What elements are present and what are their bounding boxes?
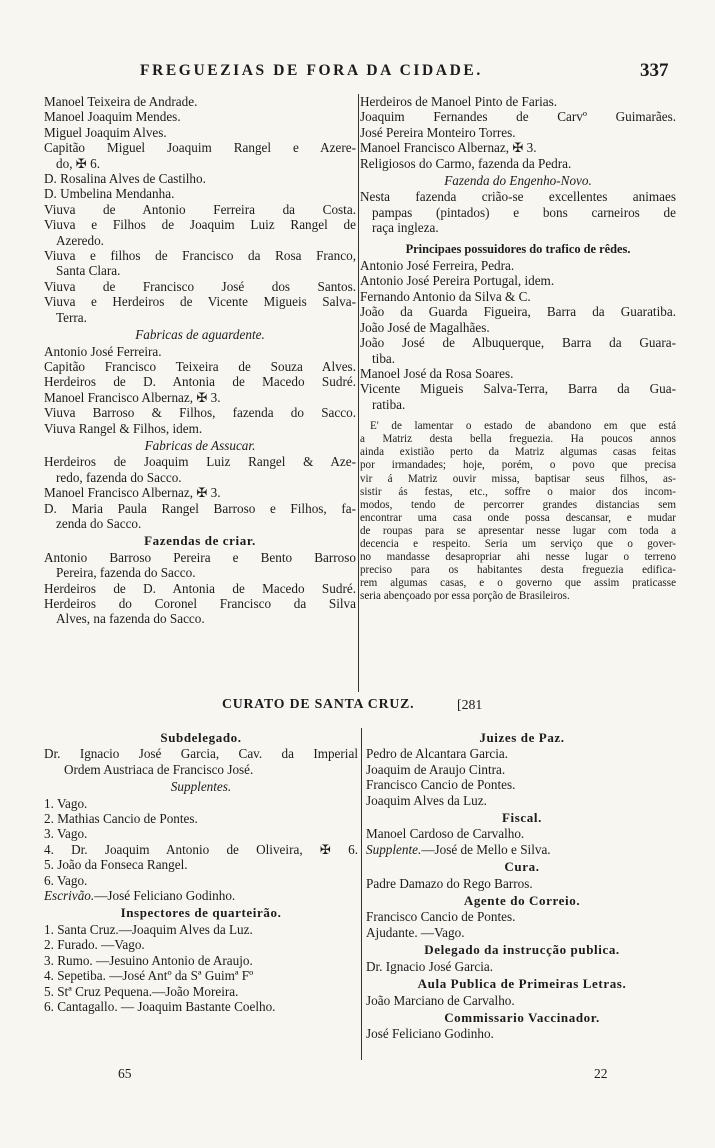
note-line: por irmandades; hoje, porém, o povo que precisa	[360, 459, 676, 472]
note-line: rem algumas casas, e o governo que assim praticasse	[360, 577, 676, 590]
note-line: seria abençoado por essa porção de Brasileiros.	[360, 590, 570, 603]
curato-title: CURATO DE SANTA CRUZ.	[222, 696, 415, 711]
list-item: 6. Vago.	[44, 872, 88, 888]
list-item: Herdeiros de D. Antonia de Macedo Sudré.	[44, 374, 356, 390]
note-line: vir á Matriz ouvir missa, baptisar seus filhos, as-	[360, 472, 676, 485]
curato-heading	[0, 696, 715, 718]
list-item: Manoel Francisco Albernaz, ✠ 3.	[44, 485, 221, 501]
list-item: Viuva e Herdeiros de Vicente Migueis Salva-	[44, 294, 356, 310]
supplente-name: —José de Mello e Silva.	[421, 841, 551, 857]
list-item: Herdeiros do Coronel Francisco da Silva	[44, 596, 356, 611]
supplente-label: Supplente.	[366, 841, 422, 857]
note-line: a Matriz desta bella freguezia. Ha poucos annos	[360, 433, 676, 446]
list-item: Viuva Barroso & Filhos, fazenda do Sacco.	[44, 405, 356, 421]
list-item: Herdeiros de Manoel Pinto de Farias.	[360, 94, 558, 109]
list-item: Viuva e Filhos de Joaquim Luiz Rangel de	[44, 217, 356, 233]
list-item: do, ✠ 6.	[56, 155, 101, 171]
list-item: Antonio Barroso Pereira e Bento Barroso	[44, 549, 356, 565]
list-item: Herdeiros de D. Antonia de Macedo Sudré.	[44, 580, 356, 596]
list-item: redo, fazenda do Sacco.	[56, 469, 182, 485]
list-item: 1. Vago.	[44, 795, 88, 811]
list-item: Ajudante. —Vago.	[366, 924, 465, 940]
section-heading: Principaes possuidores do trafico de rêdes.	[405, 241, 631, 256]
list-item: João Marciano de Carvalho.	[366, 992, 515, 1008]
list-item: 3. Rumo. —Jesuino Antonio de Araujo.	[44, 952, 253, 968]
list-item: pampas (pintados) e bons carneiros de	[372, 204, 676, 220]
right-column-top	[360, 94, 676, 603]
section-heading: Fabricas de Assucar.	[144, 437, 256, 453]
running-title: FREGUEZIAS DE FORA DA CIDADE.	[140, 62, 483, 79]
section-heading: Inspectores de quarteirão.	[120, 905, 282, 921]
list-item: Antonio José Ferreira.	[44, 343, 162, 359]
escrivao-label: Escrivão.	[44, 888, 95, 904]
list-item: Manoel Joaquim Mendes.	[44, 109, 181, 125]
list-item: Azeredo.	[56, 232, 104, 248]
escrivao-name: —José Feliciano Godinho.	[94, 888, 236, 904]
section-heading: Fabricas de aguardente.	[135, 327, 265, 343]
list-item: 1. Santa Cruz.—Joaquim Alves da Luz.	[44, 921, 253, 937]
column-rule-bottom	[361, 728, 362, 1060]
list-item: Francisco Cancio de Pontes.	[366, 777, 516, 793]
list-item: 3. Vago.	[44, 826, 88, 842]
list-item: Capitão Miguel Joaquim Rangel e Azere-	[44, 140, 356, 156]
signature-mark-left: 65	[118, 1066, 132, 1081]
section-heading: Agente do Correio.	[463, 893, 581, 909]
list-item: 2. Mathias Cancio de Pontes.	[44, 811, 198, 827]
left-column-top	[44, 94, 356, 627]
list-item: Antonio José Ferreira, Pedra.	[360, 258, 515, 274]
list-item: Padre Damazo do Rego Barros.	[366, 875, 533, 891]
left-column-bottom	[44, 728, 358, 1014]
list-item: Viuva de Antonio Ferreira da Costa.	[44, 201, 356, 217]
list-item: Fernando Antonio da Silva & C.	[360, 288, 531, 304]
list-item: Viuva Rangel & Filhos, idem.	[44, 420, 203, 436]
list-item: Santa Clara.	[56, 263, 121, 279]
list-item: 5. Stª Cruz Pequena.—João Moreira.	[44, 983, 239, 999]
section-heading: Commissario Vaccinador.	[444, 1009, 600, 1025]
list-item: ratiba.	[372, 396, 406, 412]
list-item: Religiosos do Carmo, fazenda da Pedra.	[360, 155, 572, 171]
list-item: D. Rosalina Alves de Castilho.	[44, 171, 206, 187]
list-item: tiba.	[372, 350, 396, 366]
fiscal-supplente-line	[366, 842, 678, 857]
section-heading: Subdelegado.	[160, 730, 242, 745]
note-line: decencia e respeito. Seria um serviço que o gover-	[360, 537, 676, 550]
list-item: D. Umbelina Mendanha.	[44, 186, 175, 202]
list-item: Viuva de Francisco José dos Santos.	[44, 278, 356, 294]
list-item: Manoel Cardoso de Carvalho.	[366, 826, 525, 842]
list-item: Manoel José da Rosa Soares.	[360, 365, 514, 381]
list-item: Manoel Teixeira de Andrade.	[44, 94, 198, 109]
list-item: D. Maria Paula Rangel Barroso e Filhos, fa-	[44, 500, 356, 516]
list-item: João da Guarda Figueira, Barra da Guaratiba.	[360, 304, 676, 320]
abandonment-note	[360, 420, 676, 603]
list-item: José Pereira Monteiro Torres.	[360, 124, 516, 140]
list-item: Antonio José Pereira Portugal, idem.	[360, 273, 555, 289]
note-line: encontrar uma casa onde possa descansar, e mudar	[360, 511, 676, 524]
list-item: 4. Sepetiba. —José Antº da Sª Guimª Fº	[44, 968, 254, 984]
note-line: modos, tendo de percorrer grandes distancias sem	[360, 498, 676, 511]
list-item: Vicente Migueis Salva-Terra, Barra da Gua-	[360, 381, 676, 397]
list-item: José Feliciano Godinho.	[366, 1026, 494, 1042]
list-item: Manoel Francisco Albernaz, ✠ 3.	[360, 140, 537, 156]
section-heading: Supplentes.	[170, 779, 232, 795]
list-item: Miguel Joaquim Alves.	[44, 124, 167, 140]
list-item: 6. Cantagallo. — Joaquim Bastante Coelho.	[44, 998, 276, 1014]
list-item: 5. João da Fonseca Rangel.	[44, 857, 188, 873]
section-heading: Fazenda do Engenho-Novo.	[444, 173, 592, 189]
list-item: Dr. Ignacio José Garcia.	[366, 958, 494, 974]
note-line: E' de lamentar o estado de abandono em que está	[370, 420, 676, 433]
list-item: Manoel Francisco Albernaz, ✠ 3.	[44, 389, 221, 405]
list-item: João José de Magalhães.	[360, 319, 490, 335]
list-item: Pereira, fazenda do Sacco.	[56, 565, 196, 581]
note-line: ainda existião perto da Matriz algumas casas feitas	[360, 446, 676, 459]
list-item: Joaquim Alves da Luz.	[366, 792, 487, 808]
list-item: Francisco Cancio de Pontes.	[366, 909, 516, 925]
section-heading: Aula Publica de Primeiras Letras.	[417, 976, 627, 992]
list-item: Herdeiros de Joaquim Luiz Rangel & Aze-	[44, 454, 356, 470]
section-heading: Juizes de Paz.	[479, 730, 565, 745]
right-column-bottom	[366, 728, 678, 1042]
list-item: Nesta fazenda crião-se excellentes animaes	[360, 189, 676, 205]
list-item: Viuva e filhos de Francisco da Rosa Franco,	[44, 248, 356, 264]
page-number: 337	[640, 60, 669, 81]
note-line: de roupas para se apresentar nesse lugar com toda a	[360, 524, 676, 537]
signature-mark-right: 22	[594, 1066, 608, 1081]
list-item: Ordem Austriaca de Francisco José.	[64, 761, 254, 777]
list-item: João José de Albuquerque, Barra da Guara-	[360, 335, 676, 351]
note-line: no mandasse desapropriar ahi nesse lugar o terreno	[360, 551, 676, 564]
page-header	[0, 62, 715, 92]
escrivao-line	[44, 888, 358, 903]
list-item: 4. Dr. Joaquim Antonio de Oliveira, ✠ 6.	[44, 841, 358, 857]
list-item: Joaquim de Araujo Cintra.	[366, 761, 506, 777]
note-line: preciso para os habitantes desta freguezia edifica-	[360, 564, 676, 577]
list-item: Capitão Francisco Teixeira de Souza Alves.	[44, 358, 356, 374]
curato-reference: [281	[457, 697, 483, 712]
list-item: zenda do Sacco.	[56, 515, 142, 531]
list-item: 2. Furado. —Vago.	[44, 937, 145, 953]
list-item: Terra.	[56, 309, 87, 325]
list-item: raça ingleza.	[372, 220, 439, 236]
list-item: Pedro de Alcantara Garcia.	[366, 746, 509, 762]
note-line: sistir ás festas, etc., soffre o maior dos incom-	[360, 485, 676, 498]
list-item: Joaquim Fernandes de Carvº Guimarães.	[360, 109, 676, 125]
section-heading: Fiscal.	[502, 810, 542, 826]
column-rule-top	[358, 94, 359, 692]
list-item: Dr. Ignacio José Garcia, Cav. da Imperial	[44, 746, 358, 762]
section-heading: Fazendas de criar.	[144, 533, 256, 549]
list-item: Alves, na fazenda do Sacco.	[56, 611, 205, 627]
section-heading: Delegado da instrucção publica.	[424, 942, 620, 958]
section-heading: Cura.	[504, 859, 540, 875]
